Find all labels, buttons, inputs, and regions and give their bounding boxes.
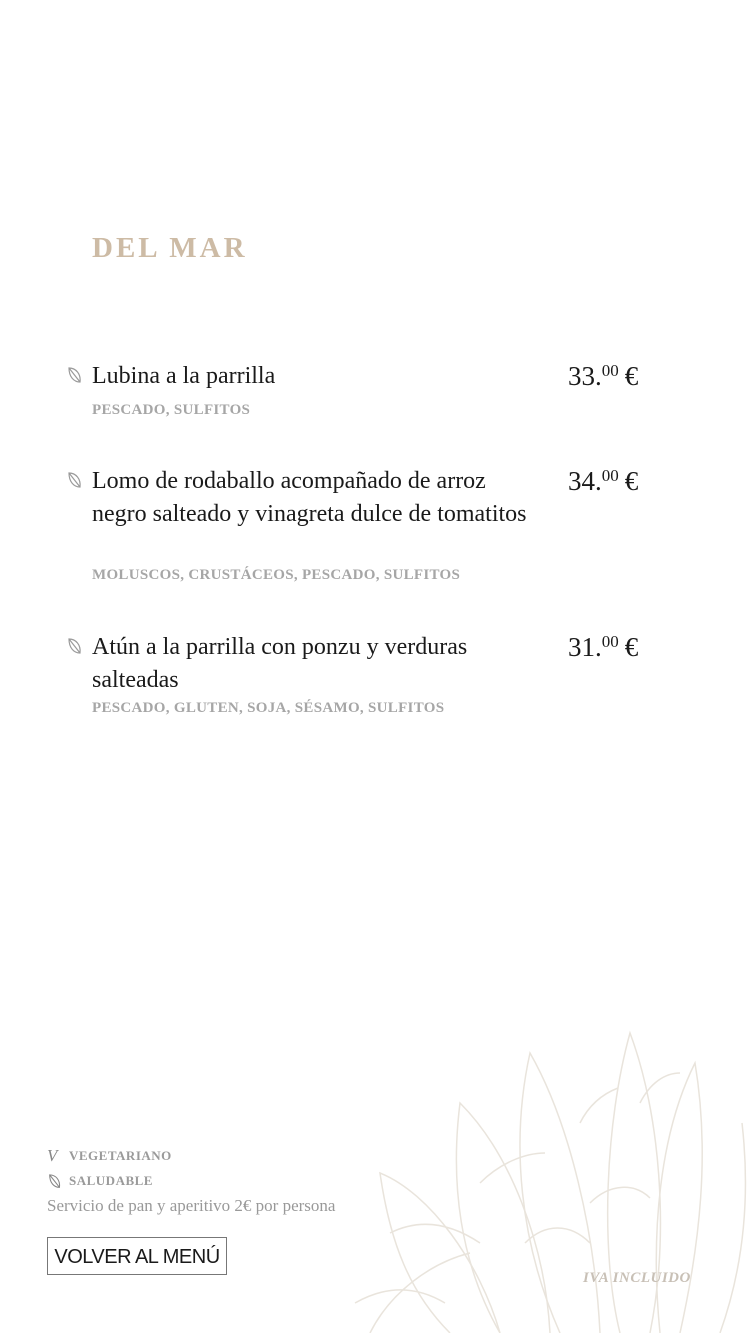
leaf-icon	[47, 1173, 63, 1191]
item-name: Lomo de rodaballo acompañado de arroz negro salteado y vinagreta dulce de tomatitos	[92, 468, 527, 527]
legend-label: VEGETARIANO	[69, 1147, 172, 1163]
legend-row-healthy	[47, 1168, 172, 1193]
price-decimal: 00	[601, 361, 619, 380]
item-price	[568, 360, 638, 396]
item-allergens: PESCADO, GLUTEN, SOJA, SÉSAMO, SULFITOS	[92, 700, 445, 716]
legend-row-vegetarian	[47, 1143, 172, 1168]
price-decimal: 00	[601, 632, 619, 651]
leaf-icon	[66, 637, 84, 657]
leaf-icon	[66, 366, 84, 386]
price-currency: €	[624, 632, 639, 662]
vegetarian-v-icon: V	[47, 1145, 58, 1165]
price-decimal: 00	[601, 466, 619, 485]
item-allergens: PESCADO, SULFITOS	[92, 402, 251, 418]
item-name: Lubina a la parrilla	[92, 363, 276, 389]
service-note: Servicio de pan y aperitivo 2€ por persona	[47, 1196, 336, 1215]
price-integer: 34.	[568, 466, 602, 496]
section-title: DEL MAR	[92, 232, 248, 264]
item-name: Atún a la parrilla con ponzu y verduras salteadas	[92, 634, 468, 693]
item-price	[568, 465, 638, 501]
price-currency: €	[624, 466, 639, 496]
iva-note: IVA INCLUIDO	[583, 1270, 691, 1286]
price-currency: €	[624, 361, 639, 391]
price-integer: 31.	[568, 632, 602, 662]
price-integer: 33.	[568, 361, 602, 391]
item-allergens: MOLUSCOS, CRUSTÁCEOS, PESCADO, SULFITOS	[92, 567, 461, 583]
item-price	[568, 631, 638, 667]
dietary-legend	[47, 1143, 172, 1193]
legend-label: SALUDABLE	[69, 1172, 153, 1188]
back-to-menu-button[interactable]: VOLVER AL MENÚ	[47, 1237, 227, 1275]
leaf-icon	[66, 471, 84, 491]
